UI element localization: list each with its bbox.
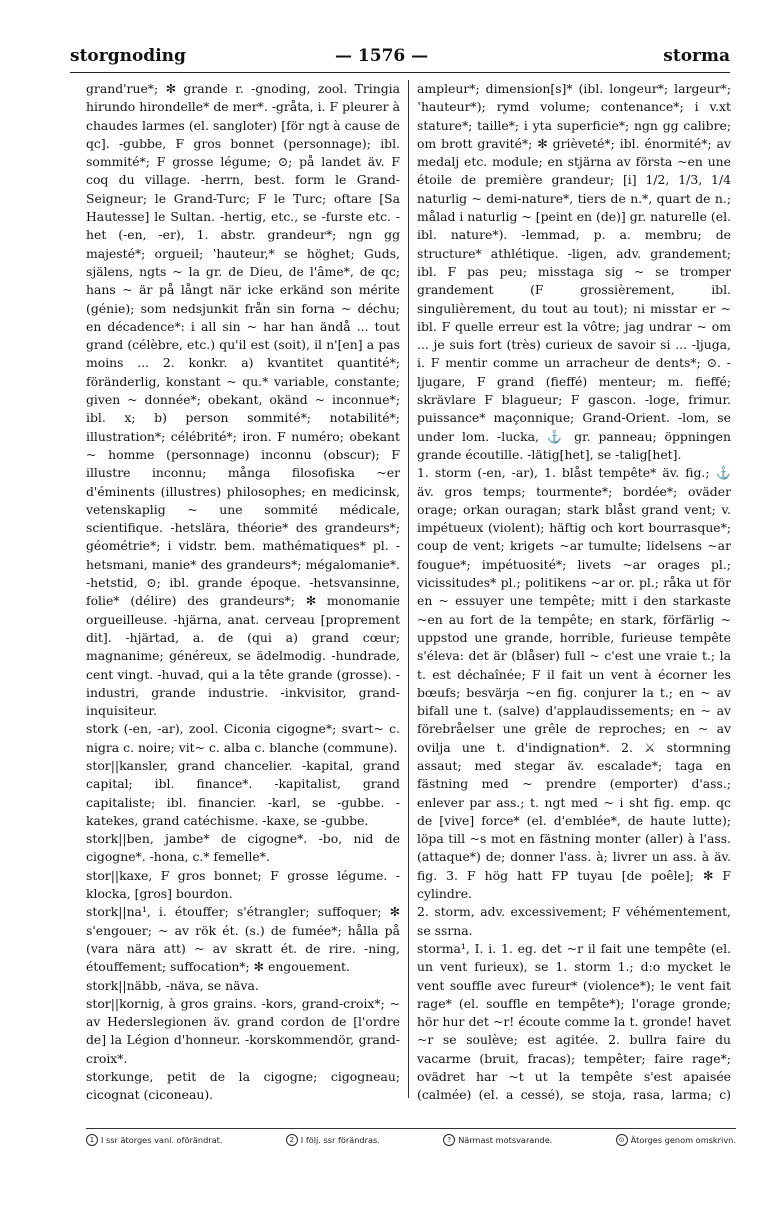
footnote-symbol-icon: 2 (286, 1134, 298, 1146)
footnote-text: I följ. ssr förändras. (300, 1135, 380, 1145)
footnote-text: Ätorges genom omskrivn. (630, 1135, 736, 1145)
footnote-legend (86, 1134, 736, 1146)
footnote (86, 1134, 222, 1146)
footnote-text: I ssr ätorges vanl. oförändrat. (101, 1135, 223, 1145)
footnote-symbol-icon: 1 (86, 1134, 98, 1146)
footnote (443, 1134, 552, 1146)
footnote (286, 1134, 380, 1146)
dictionary-entry: ampleur*; dimension[s]* (ibl. longeur*; largeur*; ʽhauteur*); rymd volume; contenance*; i v.xt stature*; taille*; i yta superficie*; ngn gg calibre; om brott gravité*; ✻ grièveté*; ibl. énormité*; av medalj etc. module; en stjärna av första ~en une étoile de première grandeur; [i] 1/2, 1/3, 1/4 naturlig ~ demi-nature*, tiers de n.*, quart de n.; målad i naturlig ~ [peint en (de)] gr. naturelle (el. ibl. nature*). -lemmad, p. a. membru; de structure* athlétique. -ligen, adv. grandement; ibl. F pas peu; misstaga sig ~ se tromper grandement (F grossièrement, ibl. singulièrement, du tout au tout); ni misstar er ~ ibl. F quelle erreur est la vôtre; jag undrar ~ om ... je suis fort (très) curieux de savoir si ... -ljuga, i. F mentir comme un arracheur de dents*; ⊙. -ljugare, F grand (fieffé) menteur; m. fieffé; skrävlare F blagueur; F gascon. -loge, frimur. puissance* maçonnique; Grand-Orient. -lom, se under lom. -lucka, ⚓ gr. panneau; öppningen grande écoutille. -lätig[het], se -talig[het]. (417, 81, 731, 462)
page-header (70, 38, 730, 73)
footnote-symbol-icon: ? (443, 1134, 455, 1146)
dictionary-entry: stor||kansler, grand chancelier. -kapital, grand capital; ibl. finance*. -kapitalist, grand capitaliste; ibl. financier. -karl, se -gubbe. -katekes, grand catéchisme. -kaxe, se -gubbe. (86, 757, 400, 828)
dictionary-entry: storkunge, petit de la cigogne; cigogneau; cicognat (ciconeau). (86, 1069, 400, 1103)
dictionary-entry: grand'rue*; ✻ grande r. -gnoding, zool. Tringia hirundo hirondelle* de mer*. -gråta, i. F pleurer à chaudes larmes (el. sangloter) [för ngt à cause de qc]. -gubbe, F gros bonnet (personnage); ibl. sommité*; F grosse légume; ⊙; på landet äv. F coq du village. -herrn, best. form le Grand-Seigneur; le Grand-Turc; F le Turc; oftare [Sa Hautesse] le Sultan. -hertig, etc., se -furste etc. -het (-en, -er), 1. abstr. grandeur*; ngn gg majesté*; orgueil; ʽhauteur,* se höghet; Guds, själens, ngts ~ la gr. de Dieu, de l'âme*, de qc; hans ~ är på långt när icke erkänd son mérite (génie); som nedsjunkit från sin forna ~ déchu; en décadence*: i all sin ~ har han ändå ... tout grand (célèbre, etc.) qu'il est (soit), il n'[en] a pas moins ... 2. konkr. a) kvantitet quantité*; föränderlig, konstant ~ qu.* variable, constante; given ~ donnée*; obekant, okänd ~ inconnue*; ibl. x; b) person sommité*; notabilité*; illustration*; célébrité*; iron. F numéro; obekant ~ homme (personnage) inconnu (obscur); F illustre inconnu; många filosofiska ~er d'éminents (illustres) philosophes; en medicinsk, vetenskaplig ~ une sommité médicale, scientifique. -hetslära, théorie* des grandeurs*; géométrie*; i vidstr. bem. mathématiques* pl. -hetsmani, manie* des grandeurs*; mégalomanie*. -hetstid, ⊙; ibl. grande époque. -hetsvansinne, folie* (délire) des grandeurs*; ✻ monomanie orgueilleuse. -hjärna, anat. cerveau [proprement dit]. -hjärtad, a. de (qui a) grand cœur; magnanime; généreux, se ädelmodig. -hundrade, cent vingt. -huvad, qui a la tête grande (grosse). -industri, grande industrie. -inkvisitor, grand-inquisiteur. (86, 81, 400, 719)
dictionary-entry: 2. storm, adv. excessivement; F véhémentement, se ssrna. (417, 904, 731, 938)
dictionary-entry: 1. storm (-en, -ar), 1. blåst tempête* äv. fig.; ⚓ äv. gros temps; tourmente*; bordée*; oväder orage; orkan ouragan; stark blåst grand vent; v. impétueux (violent); häftig och kort bourrasque*; coup de vent; krigets ~ar tumulte; lidelsens ~ar fougue*; impétuosité*; livets ~ar orages pl.; vicissitudes* pl.; politikens ~ar or. pl.; råka ut för en ~ essuyer une tempête; mitt i den starkaste ~en au fort de la tempête; en stark, förfärlig ~ uppstod une grande, horrible, furieuse tempête s'éleva: det är (blåser) full ~ c'est une vraie t.; la t. est déchaînée; F il fait un vent à écorner les bœufs; besvärja ~en fig. conjurer la t.; en ~ av bifall une t. (salve) d'applaudissements; en ~ av förebråelser une grêle de reproches; en ~ av ovilja une t. d'indignation*. 2. ⚔ stormning assaut; med stegar äv. escalade*; taga en fästning med ~ prendre (emporter) d'ass.; enlever par ass.; t. ngt med ~ i sht fig. emp. qc de [vive] force* (el. d'emblée*, de haute lutte); löpa till ~s mot en fästning monter (aller) à l'ass. (attaque*) de; donner l'ass. à; livrer un ass. à äv. fig. 3. F hög hatt FP tuyau [de poêle]; ✻ F cylindre. (417, 465, 731, 902)
column-divider (408, 80, 409, 1098)
right-column (417, 80, 731, 1105)
dictionary-entry: stork||ben, jambe* de cigogne*. -bo, nid de cigogne*. -hona, c.* femelle*. (86, 831, 400, 865)
dictionary-entry: stor||kornig, à gros grains. -kors, grand-croix*; ~ av Hederslegionen äv. grand cordon de [l'ordre de] la Légion d'honneur. -korskommendör, grand-croix*. (86, 995, 400, 1066)
page-number: — 1576 — (335, 46, 429, 66)
footnote (616, 1134, 736, 1146)
dictionary-entry: stor||kaxe, F gros bonnet; F grosse légume. -klocka, [gros] bourdon. (86, 867, 400, 902)
right-running-headword: storma (663, 46, 730, 66)
left-running-headword: storgnoding (70, 46, 186, 66)
footnote-divider (86, 1128, 736, 1129)
dictionary-entry: stork||na¹, i. étouffer; s'étrangler; suffoquer; ✻ s'engouer; ~ av rök ét. (s.) de fumée*; hålla på (vara nära att) ~ av skratt ét. de rire. -ning, étouffement; suffocation*; ✻ engouement. (86, 904, 400, 975)
footnote-text: Närmast motsvarande. (458, 1135, 553, 1145)
dictionary-entry: stork||näbb, -näva, se näva. (86, 977, 259, 993)
left-column (86, 80, 400, 1105)
dictionary-entry: stork (-en, -ar), zool. Ciconia cigogne*; svart~ c. nigra c. noire; vit~ c. alba c. blanche (commune). (86, 721, 400, 755)
dictionary-entry: storma¹, I. i. 1. eg. det ~r il fait une tempête (el. un vent furieux), se 1. storm 1.; d:o mycket le vent souffle avec fureur* (violence*); le vent fait rage* (el. souffle en tempête*); l'orage gronde; hör hur det ~r! écoute comme la t. gronde! havet ~r se soulève; est agitée. 2. bullra faire du vacarme (bruit, fracas); tempêter; faire rage*; ovädret har ~t ut la tempête s'est apaisée (calmée) (el. a cessé), se stoja, rasa, larma; c) (417, 940, 731, 1103)
footnote-symbol-icon: ⊙ (616, 1134, 628, 1146)
